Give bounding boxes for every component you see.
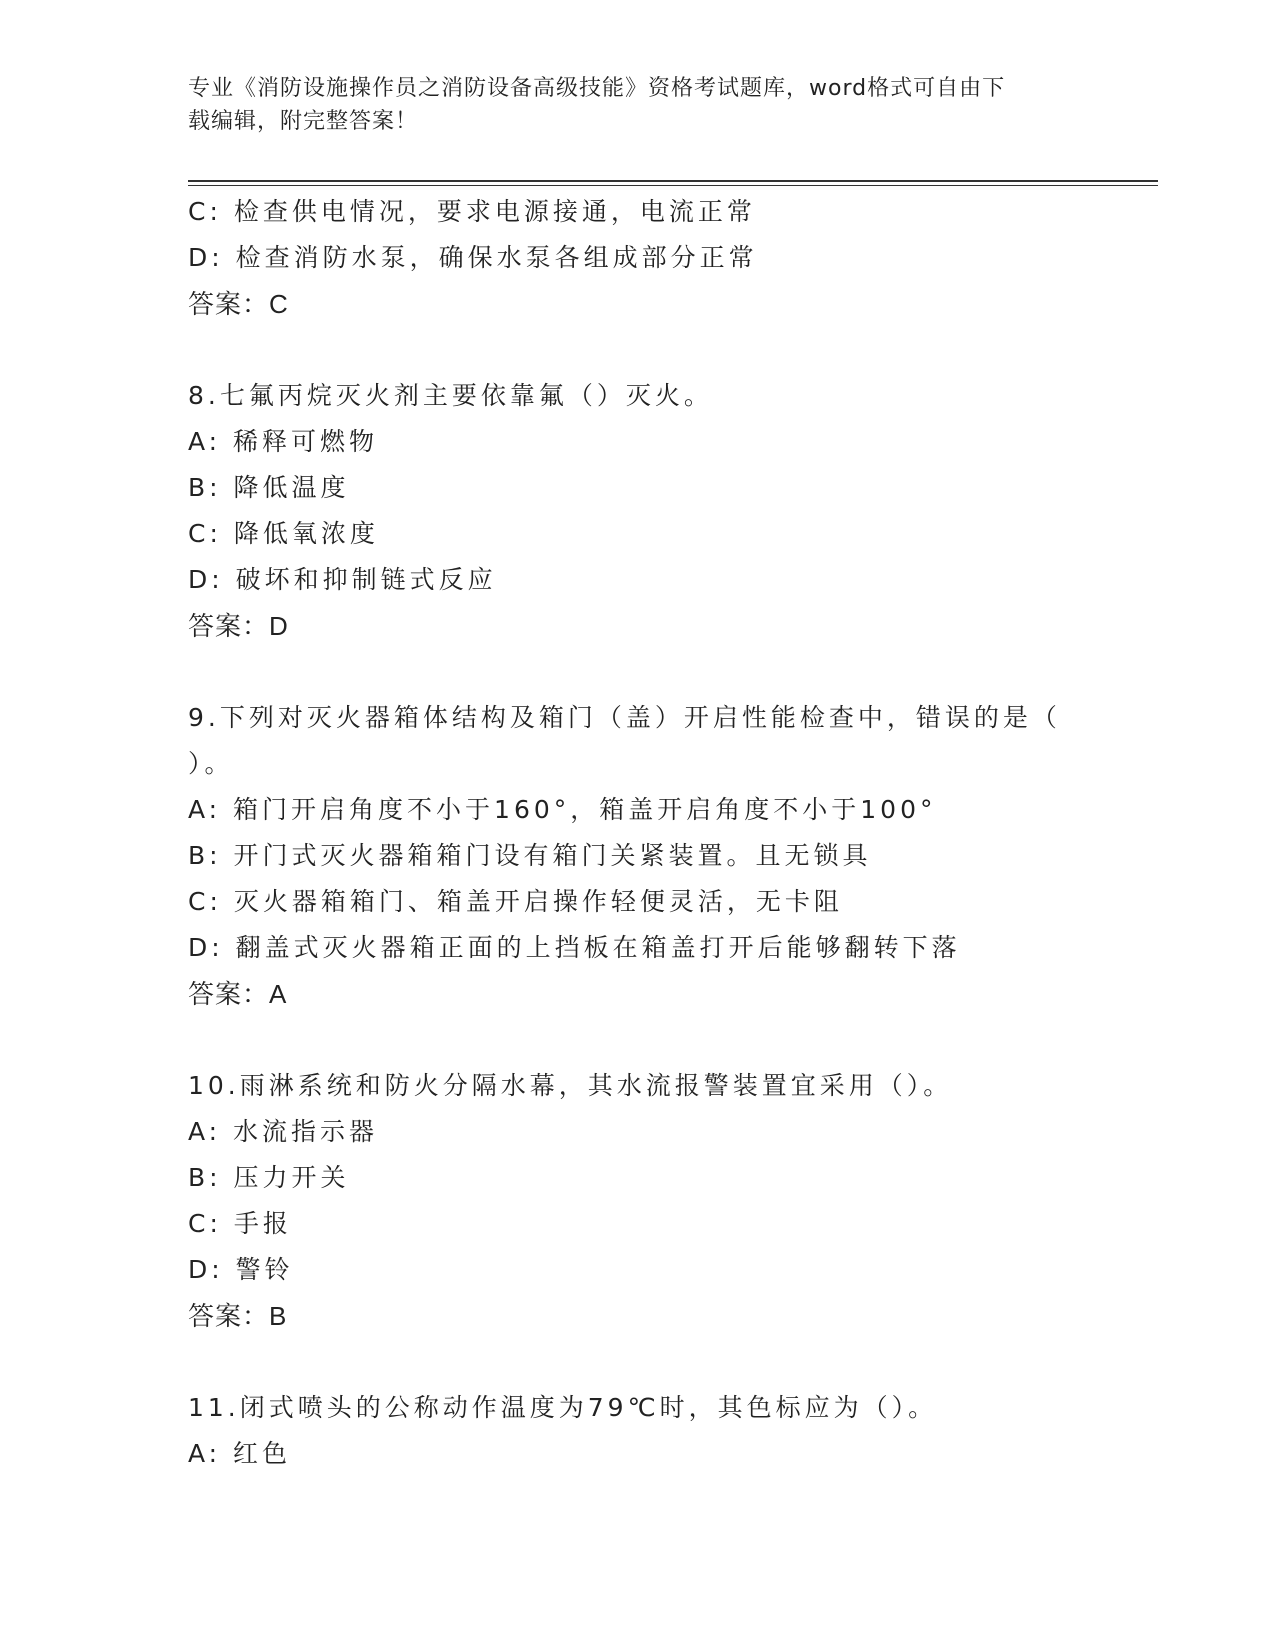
question-8	[188, 373, 1068, 649]
option-a: A: 红色	[188, 1439, 292, 1468]
option-b: B: 开门式灭火器箱箱门设有箱门关紧装置。且无锁具	[188, 841, 872, 870]
option-b: B: 压力开关	[188, 1163, 350, 1192]
option-c: C: 检查供电情况，要求电源接通，电流正常	[188, 197, 756, 226]
header-divider-thick	[188, 180, 1158, 182]
spacer	[188, 327, 1068, 373]
option-d: D: 警铃	[188, 1255, 294, 1284]
question-title-continued: ）。	[188, 749, 234, 778]
question-10	[188, 1063, 1068, 1339]
document-header	[188, 72, 1088, 138]
option-d: D: 破坏和抑制链式反应	[188, 565, 497, 594]
header-divider-thin	[188, 185, 1158, 186]
option-a: A: 箱门开启角度不小于160°，箱盖开启角度不小于100°	[188, 795, 937, 824]
spacer	[188, 1017, 1068, 1063]
header-line-1: 专业《消防设施操作员之消防设备高级技能》资格考试题库，word格式可自由下	[188, 76, 1006, 101]
answer-line: 答案：C	[188, 289, 289, 319]
question-title: 11.闭式喷头的公称动作温度为79℃时，其色标应为（）。	[188, 1393, 938, 1422]
option-b: B: 降低温度	[188, 473, 350, 502]
question-list	[188, 189, 1068, 1477]
spacer	[188, 1339, 1068, 1385]
option-a: A: 水流指示器	[188, 1117, 379, 1146]
option-d: D: 翻盖式灭火器箱正面的上挡板在箱盖打开后能够翻转下落	[188, 933, 961, 962]
question-11	[188, 1385, 1068, 1477]
question-title: 8.七氟丙烷灭火剂主要依靠氟（）灭火。	[188, 381, 713, 410]
question-title: 10.雨淋系统和防火分隔水幕，其水流报警装置宜采用（）。	[188, 1071, 953, 1100]
spacer	[188, 649, 1068, 695]
answer-line: 答案：B	[188, 1301, 288, 1331]
question-9	[188, 695, 1068, 1017]
option-c: C: 降低氧浓度	[188, 519, 379, 548]
continued-question	[188, 189, 1068, 327]
header-line-2: 载编辑，附完整答案！	[188, 109, 419, 134]
option-c: C: 灭火器箱箱门、箱盖开启操作轻便灵活，无卡阻	[188, 887, 843, 916]
option-a: A: 稀释可燃物	[188, 427, 379, 456]
option-d: D: 检查消防水泵，确保水泵各组成部分正常	[188, 243, 758, 272]
answer-line: 答案：D	[188, 611, 289, 641]
question-title: 9.下列对灭火器箱体结构及箱门（盖）开启性能检查中，错误的是（	[188, 703, 1061, 732]
answer-line: 答案：A	[188, 979, 288, 1009]
option-c: C: 手报	[188, 1209, 292, 1238]
